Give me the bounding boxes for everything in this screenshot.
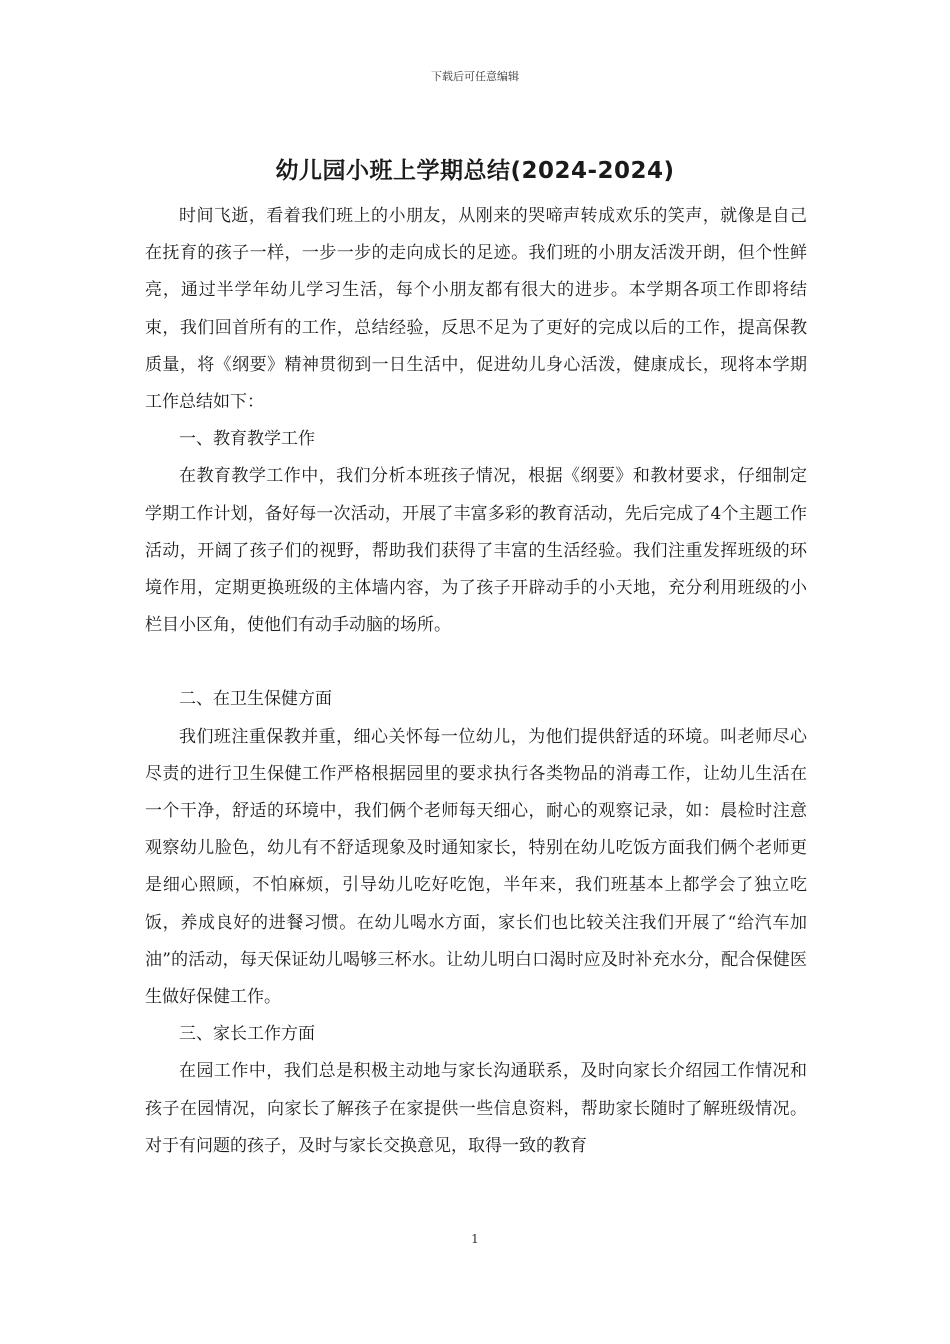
document-body (145, 198, 807, 1165)
section-heading-health: 二、在卫生保健方面 (179, 689, 332, 710)
paragraph-intro: 时间飞逝，看着我们班上的小朋友，从刚来的哭啼声转成欢乐的笑声，就像是自己在抚育的孩子一样，一步一步的走向成长的足迹。我们班的小朋友活泼开朗，但个性鲜亮，通过半学年幼儿学习生活，每个小朋友都有很大的进步。本学期各项工作即将结束，我们回首所有的工作，总结经验，反思不足为了更好的完成以后的工作，提高保教质量，将《纲要》精神贯彻到一日生活中，促进幼儿身心活泼，健康成长，现将本学期工作总结如下： (145, 206, 807, 413)
paragraph-health: 我们班注重保教并重，细心关怀每一位幼儿，为他们提供舒适的环境。叫老师尽心尽责的进行卫生保健工作严格根据园里的要求执行各类物品的消毒工作，让幼儿生活在一个干净，舒适的环境中，我们俩个老师每天细心，耐心的观察记录，如：晨检时注意观察幼儿脸色，幼儿有不舒适现象及时通知家长，特别在幼儿吃饭方面我们俩个老师更是细心照顾，不怕麻烦，引导幼儿吃好吃饱，半年来，我们班基本上都学会了独立吃饭，养成良好的进餐习惯。在幼儿喝水方面，家长们也比较关注我们开展了“给汽车加油”的活动，每天保证幼儿喝够三杯水。让幼儿明白口渴时应及时补充水分，配合保健医生做好保健工作。 (145, 726, 807, 1008)
paragraph-parents: 在园工作中，我们总是积极主动地与家长沟通联系，及时向家长介绍园工作情况和孩子在园情况，向家长了解孩子在家提供一些信息资料，帮助家长随时了解班级情况。对于有问题的孩子，及时与家长交换意见，取得一致的教育 (145, 1061, 807, 1156)
page-number: 1 (471, 1232, 479, 1246)
section-heading-teaching: 一、教育教学工作 (179, 429, 315, 450)
section-heading-parents: 三、家长工作方面 (179, 1024, 315, 1045)
document-title: 幼儿园小班上学期总结(2024-2024) (275, 158, 675, 184)
header-note: 下载后可任意编辑 (431, 70, 519, 83)
paragraph-teaching: 在教育教学工作中，我们分析本班孩子情况，根据《纲要》和教材要求，仔细制定学期工作计划，备好每一次活动，开展了丰富多彩的教育活动，先后完成了4个主题工作活动，开阔了孩子们的视野，帮助我们获得了丰富的生活经验。我们注重发挥班级的环境作用，定期更换班级的主体墙内容，为了孩子开辟动手的小天地，充分利用班级的小栏目小区角，使他们有动手动脑的场所。 (145, 466, 807, 636)
